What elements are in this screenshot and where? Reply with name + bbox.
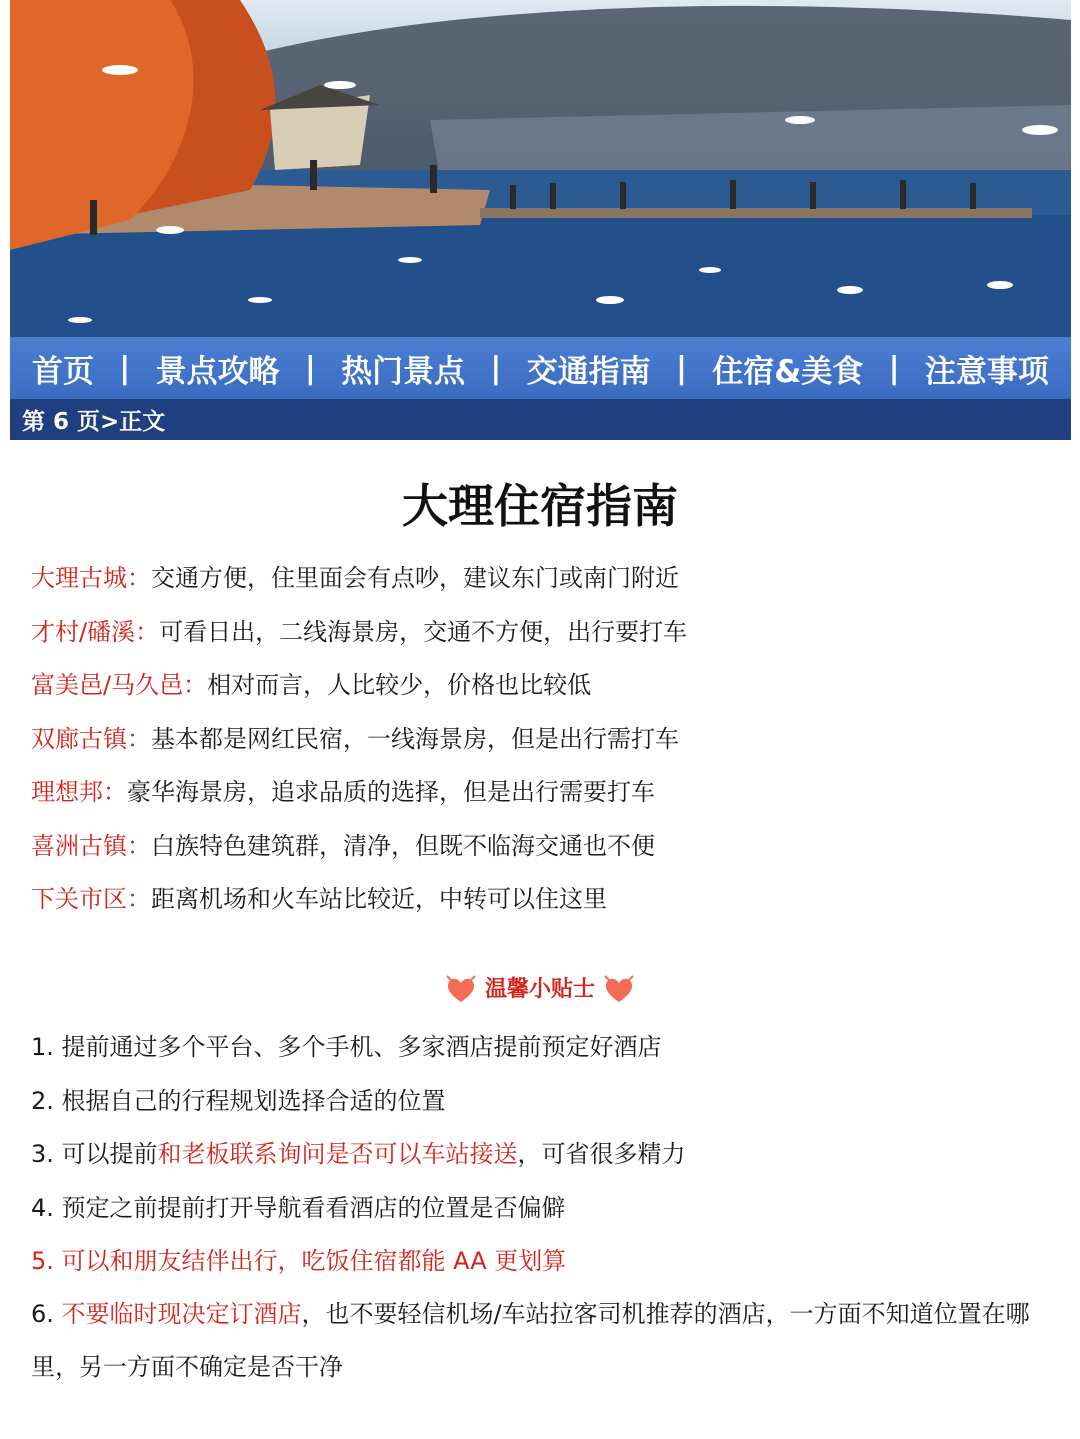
erhai-lake-photo [10,0,1071,337]
area-name: 理想邦： [31,778,127,806]
tips-title: 温馨小贴士 [484,977,595,1002]
nav-lodging-food[interactable]: 住宿&美食 [712,353,864,390]
tip-item [31,1288,1051,1395]
area-desc: 距离机场和火车站比较近，中转可以住这里 [151,885,607,913]
breadcrumb: 第 6 页>正文 [10,399,1071,440]
tip-text: 5. 可以 [31,1247,110,1275]
tip-text: 6. [31,1299,62,1328]
area-name: 双廊古镇： [31,724,151,753]
heart-icon [443,974,479,1006]
list-item [31,558,1061,612]
area-desc: 相对而言，人比较少，价格也比较低 [207,671,592,699]
tips-heading [0,972,1080,1006]
area-name: 富美邑/马久邑： [31,671,208,699]
list-item [31,826,1061,880]
nav-hot-attractions[interactable]: 热门景点 [341,353,466,390]
area-name: 喜洲古镇： [31,831,151,860]
tip-item: 4. 预定之前提前打开导航看看酒店的位置是否偏僻 [31,1193,566,1222]
tip-item: 2. 根据自己的行程规划选择合适的位置 [31,1086,446,1115]
area-list [31,558,1061,933]
list-item [31,612,1061,666]
tip-item [31,1134,1051,1174]
area-desc: 可看日出，二线海景房，交通不方便，出行要打车 [159,617,688,646]
area-name: 下关市区： [31,885,151,913]
area-desc: 交通方便，住里面会有点吵，建议东门或南门附近 [151,564,679,592]
list-item [31,772,1061,826]
tip-item: 1. 提前通过多个平台、多个手机、多家酒店提前预定好酒店 [31,1033,662,1061]
heart-icon [601,974,637,1006]
list-item [31,719,1061,773]
area-desc: 基本都是网红民宿，一线海景房，但是出行需打车 [151,724,679,753]
nav-separator: | [119,350,131,386]
nav-separator: | [304,350,316,386]
nav-home[interactable]: 首页 [32,353,94,390]
hero-image [10,0,1071,337]
nav-separator: | [490,350,502,386]
area-desc: 白族特色建筑群，清净，但既不临海交通也不便 [151,831,655,860]
top-nav [10,337,1071,399]
tip-item [31,1241,1051,1281]
tip-text: 3. 可以提前 [31,1140,158,1168]
nav-transport-guide[interactable]: 交通指南 [526,353,651,390]
list-item [31,665,1061,719]
tips-list [31,1027,1051,1408]
tip-highlight: 和朋友结伴出行，吃饭住宿都能 AA 更划算 [109,1247,567,1275]
tip-highlight: 不要临时现决定订酒店 [61,1299,302,1328]
nav-separator: | [888,350,900,386]
tip-highlight: 和老板联系询问是否可以车站接送 [157,1140,518,1168]
page-title: 大理住宿指南 [402,479,678,533]
area-name: 大理古城： [31,564,151,592]
nav-attraction-guide[interactable]: 景点攻略 [155,353,280,390]
tip-text: ，也不要轻信机场/车站拉客司机推荐的酒店，一方面不知道位置在哪里，另一方面不确定是否干净 [31,1299,1030,1381]
list-item [31,879,1061,933]
tip-text: ，可省很多精力 [517,1140,686,1168]
nav-notes[interactable]: 注意事项 [924,353,1049,390]
area-desc: 豪华海景房，追求品质的选择，但是出行需要打车 [127,778,655,806]
area-name: 才村/磻溪： [31,617,160,646]
nav-separator: | [675,350,687,386]
